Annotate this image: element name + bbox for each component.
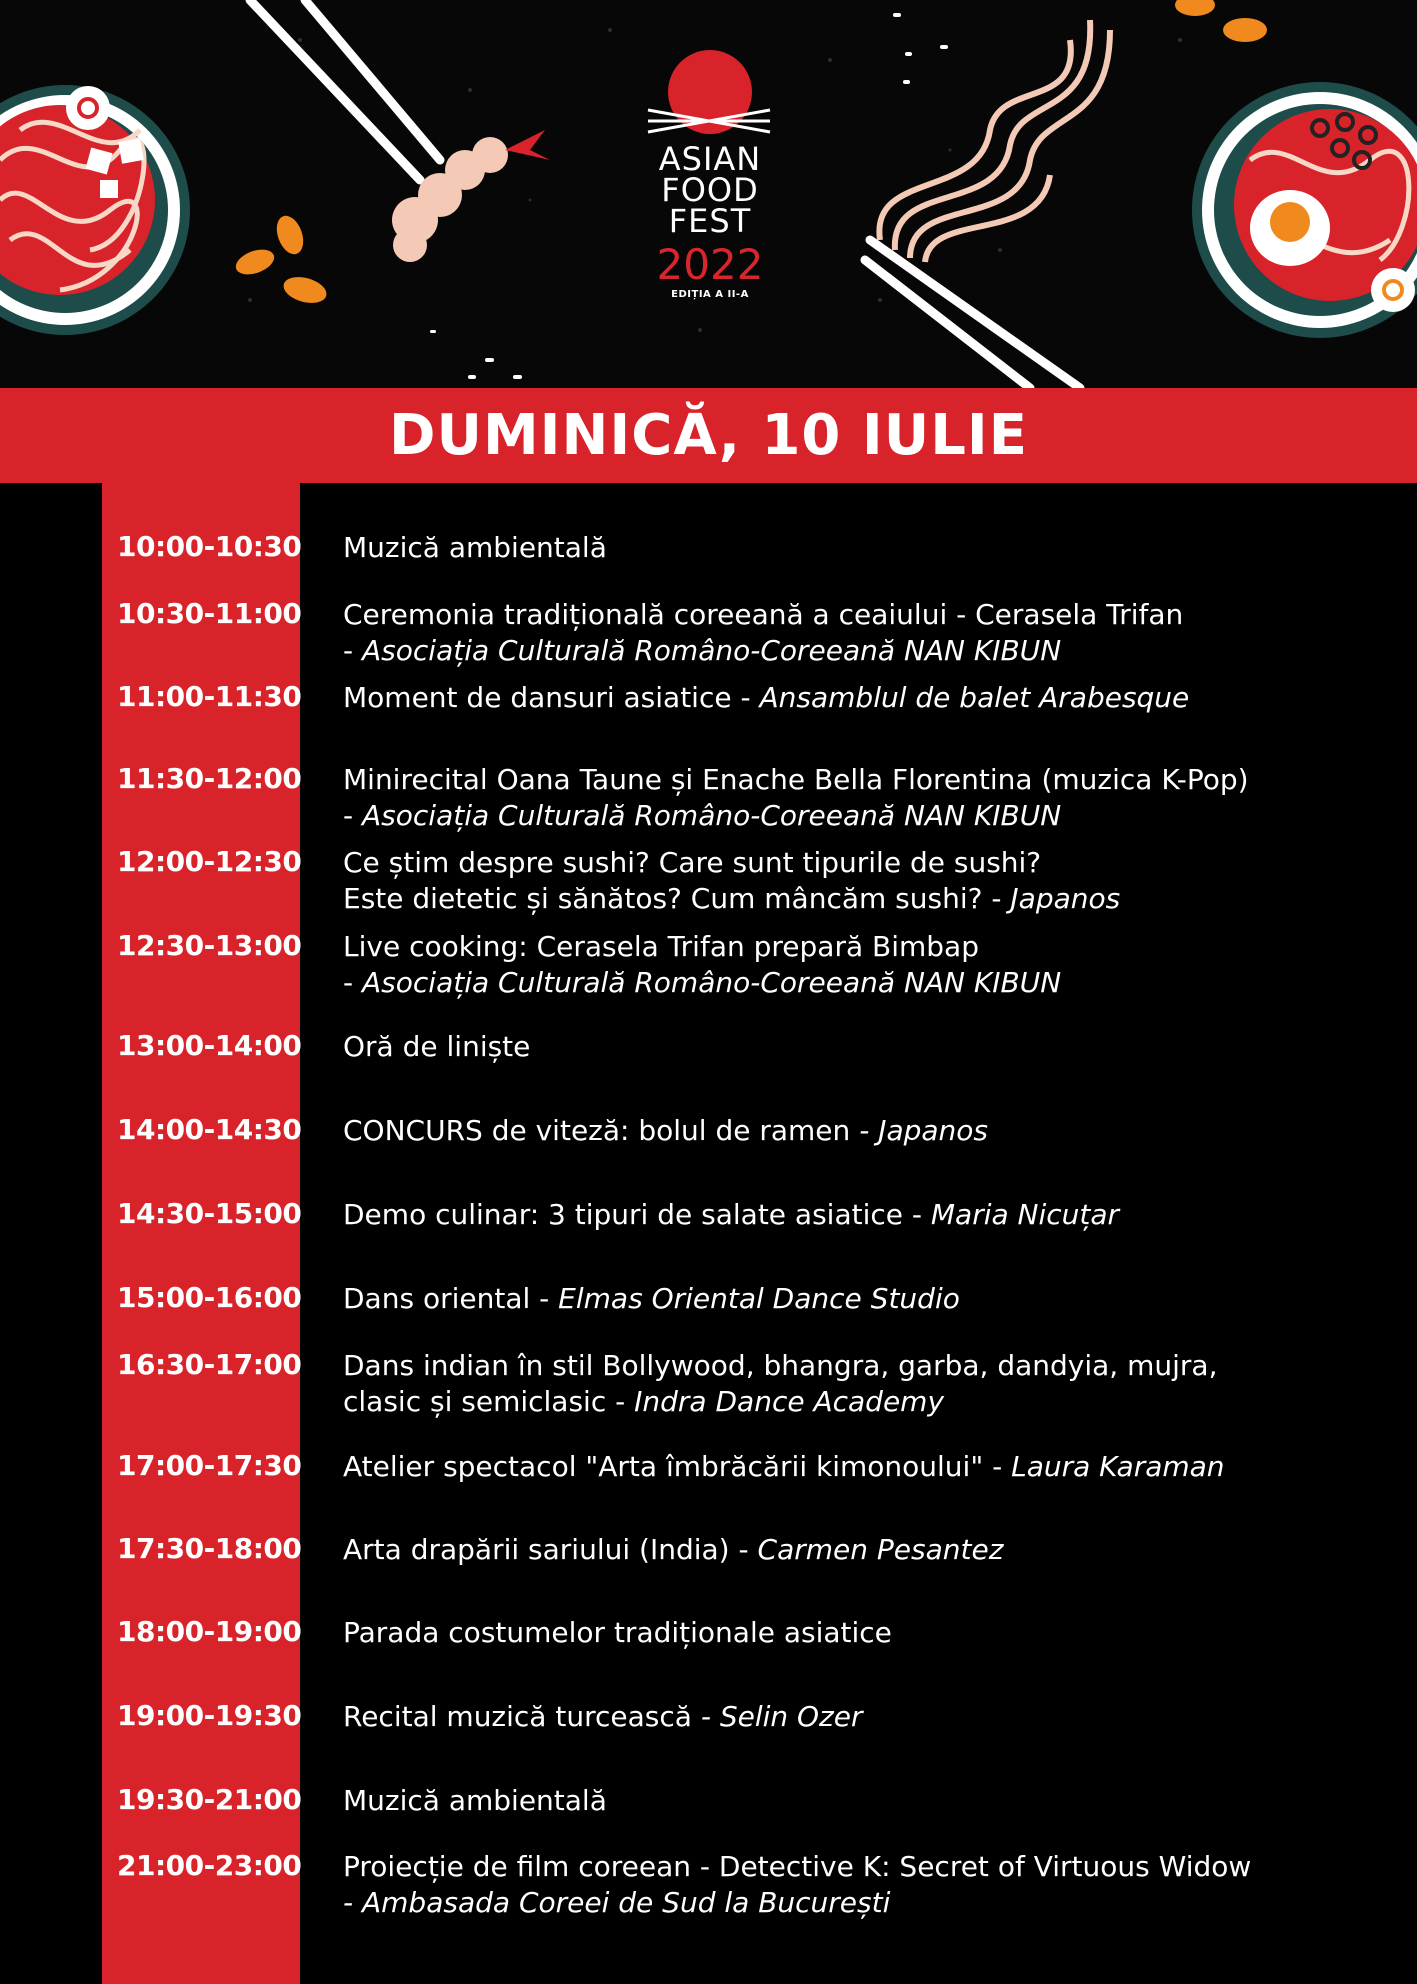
time-slot: 13:00-14:00: [117, 1029, 302, 1062]
activity-line-1: [343, 1348, 1403, 1384]
activity-text: Parada costumelor tradiționale asiatice: [343, 1616, 892, 1649]
time-slot: 15:00-16:00: [117, 1281, 302, 1314]
activity-text: Muzică ambientală: [343, 531, 607, 564]
activity-text: Demo culinar: 3 tipuri de salate asiatice -: [343, 1198, 931, 1231]
date-title: DUMINICĂ, 10 IULIE: [389, 403, 1028, 468]
time-slot: 21:00-23:00: [117, 1849, 302, 1882]
activity: [343, 597, 1403, 669]
activity-presenter: Maria Nicuțar: [930, 1198, 1120, 1231]
activity-text: Oră de liniște: [343, 1030, 531, 1063]
time-slot: 10:30-11:00: [117, 597, 302, 630]
festival-header: [0, 0, 1417, 388]
time-slot: 12:30-13:00: [117, 929, 302, 962]
time-slot: 11:00-11:30: [117, 680, 302, 713]
activity: [343, 1615, 1403, 1651]
activity: [343, 1348, 1403, 1420]
activity-line-2: [343, 1885, 1403, 1921]
activity-text: -: [343, 634, 363, 667]
time-slot: 19:30-21:00: [117, 1783, 302, 1816]
logo-edition: EDIȚIA A II-A: [671, 289, 749, 300]
activity-presenter: - Selin Ozer: [700, 1700, 863, 1733]
activity-line-1: [343, 929, 1403, 965]
time-slot: 14:30-15:00: [117, 1197, 302, 1230]
date-banner: [0, 388, 1417, 483]
activity-text: Muzică ambientală: [343, 1784, 607, 1817]
activity-presenter: Laura Karaman: [1011, 1450, 1225, 1483]
festival-logo: [640, 48, 780, 300]
activity-text: clasic și semiclasic -: [343, 1385, 635, 1418]
activity-presenter: Carmen Pesantez: [757, 1533, 1004, 1566]
activity-presenter: Asociația Culturală Româno-Coreeană NAN KIBUN: [362, 966, 1062, 999]
activity: [343, 530, 1403, 566]
activity-line-1: [343, 1783, 1403, 1819]
activity: [343, 680, 1403, 716]
time-slot: 14:00-14:30: [117, 1113, 302, 1146]
activity-line-1: [343, 597, 1403, 633]
activity-text: -: [343, 966, 363, 999]
time-slot: 17:30-18:00: [117, 1532, 302, 1565]
activity-line-2: [343, 798, 1403, 834]
activity: [343, 1281, 1403, 1317]
activity-presenter: Elmas Oriental Dance Studio: [558, 1282, 960, 1315]
activity: [343, 1113, 1403, 1149]
time-slot: 19:00-19:30: [117, 1699, 302, 1732]
activity-line-2: [343, 881, 1403, 917]
activity-presenter: Asociația Culturală Româno-Coreeană NAN KIBUN: [362, 799, 1062, 832]
activity-text: Dans oriental -: [343, 1282, 559, 1315]
time-slot: 17:00-17:30: [117, 1449, 302, 1482]
activity-text: Minirecital Oana Taune și Enache Bella Florentina (muzica K-Pop): [343, 763, 1249, 796]
activity-text: -: [343, 799, 363, 832]
activity-presenter: - Ambasada Coreei de Sud la București: [343, 1886, 891, 1919]
activity-line-1: [343, 1449, 1403, 1485]
activity-text: Proiecție de film coreean - Detective K: Secret of Virtuous Widow: [343, 1850, 1252, 1883]
activity: [343, 1849, 1403, 1921]
activity: [343, 1029, 1403, 1065]
activity-text: Dans indian în stil Bollywood, bhangra, garba, dandyia, mujra,: [343, 1349, 1218, 1382]
activity-line-1: [343, 1615, 1403, 1651]
activity-line-1: [343, 680, 1403, 716]
activity-presenter: Indra Dance Academy: [634, 1385, 945, 1418]
activity-line-1: [343, 845, 1403, 881]
activity-text: Este dietetic și sănătos? Cum mâncăm sushi? -: [343, 882, 1011, 915]
activity: [343, 1783, 1403, 1819]
activity-text: Moment de dansuri asiatice -: [343, 681, 760, 714]
activity: [343, 1532, 1403, 1568]
time-slot: 18:00-19:00: [117, 1615, 302, 1648]
activity-text: Ce știm despre sushi? Care sunt tipurile de sushi?: [343, 846, 1042, 879]
activity-line-1: [343, 1699, 1403, 1735]
activity-line-2: [343, 1384, 1403, 1420]
time-slot: 11:30-12:00: [117, 762, 302, 795]
activity: [343, 762, 1403, 834]
activity-text: CONCURS de viteză: bolul de ramen: [343, 1114, 860, 1147]
activity-text: Recital muzică turcească: [343, 1700, 701, 1733]
activity: [343, 1699, 1403, 1735]
activity-text: Arta drapării sariului (India) -: [343, 1533, 758, 1566]
activity: [343, 1449, 1403, 1485]
logo-year: 2022: [656, 240, 764, 289]
activity-line-1: [343, 1113, 1403, 1149]
logo-line-3: FEST: [668, 202, 752, 240]
activity-text: Ceremonia tradițională coreeană a ceaiului - Cerasela Trifan: [343, 598, 1184, 631]
activity-line-1: [343, 762, 1403, 798]
logo-line-1: ASIAN: [658, 140, 762, 178]
activity-line-2: [343, 633, 1403, 669]
activity-presenter: Asociația Culturală Româno-Coreeană NAN KIBUN: [362, 634, 1062, 667]
activity-line-1: [343, 1532, 1403, 1568]
activity-presenter: Ansamblul de balet Arabesque: [759, 681, 1190, 714]
activity-presenter: Japanos: [1010, 882, 1121, 915]
time-slot: 16:30-17:00: [117, 1348, 302, 1381]
activity: [343, 929, 1403, 1001]
activity-presenter: - Japanos: [859, 1114, 989, 1147]
activity-text: Atelier spectacol "Arta îmbrăcării kimonoului" -: [343, 1450, 1012, 1483]
logo-line-2: FOOD: [661, 171, 759, 209]
activity-line-1: [343, 1029, 1403, 1065]
activity-line-1: [343, 1849, 1403, 1885]
activity-line-1: [343, 530, 1403, 566]
activity-line-1: [343, 1197, 1403, 1233]
activity-line-1: [343, 1281, 1403, 1317]
activity: [343, 1197, 1403, 1233]
activity: [343, 845, 1403, 917]
time-slot: 10:00-10:30: [117, 530, 302, 563]
activity-line-2: [343, 965, 1403, 1001]
time-slot: 12:00-12:30: [117, 845, 302, 878]
activity-text: Live cooking: Cerasela Trifan prepară Bimbap: [343, 930, 979, 963]
